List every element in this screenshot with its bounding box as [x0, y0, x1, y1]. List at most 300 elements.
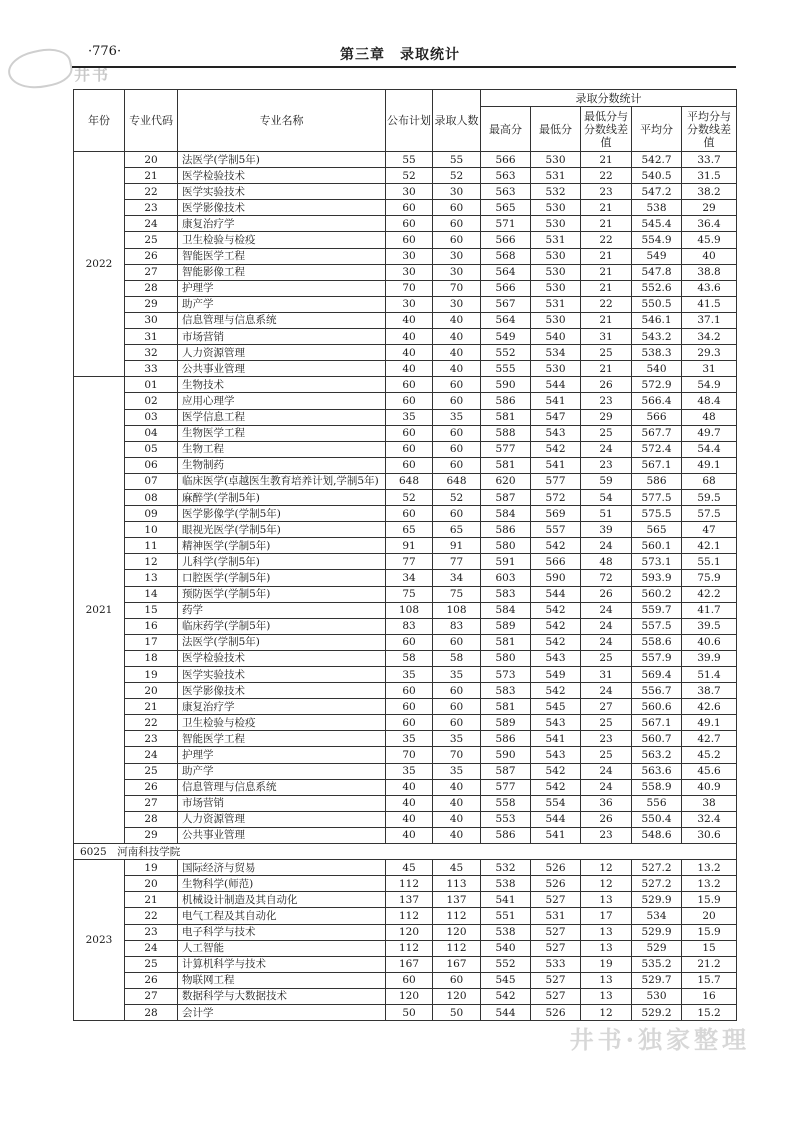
cell-admitted: 60: [433, 634, 481, 650]
cell-code: 24: [125, 940, 178, 956]
cell-name: 电气工程及其自动化: [178, 908, 386, 924]
cell-plan: 40: [386, 811, 433, 827]
year-cell: 2022: [74, 152, 125, 377]
cell-min-diff: 25: [581, 650, 632, 666]
cell-name: 医学信息工程: [178, 409, 386, 425]
table-row: [74, 699, 737, 715]
cell-code: 19: [125, 860, 178, 876]
cell-plan: 137: [386, 892, 433, 908]
school-row: [74, 844, 737, 860]
cell-admitted: 112: [433, 908, 481, 924]
cell-avg: 547.8: [632, 264, 682, 280]
cell-min-diff: 26: [581, 586, 632, 602]
table-row: [74, 280, 737, 296]
cell-min-diff: 23: [581, 731, 632, 747]
cell-admitted: 35: [433, 763, 481, 779]
cell-name: 医学影像学(学制5年): [178, 506, 386, 522]
year-cell: 2021: [74, 377, 125, 844]
cell-admitted: 30: [433, 296, 481, 312]
cell-plan: 60: [386, 715, 433, 731]
cell-max: 583: [481, 683, 531, 699]
cell-avg: 563.6: [632, 763, 682, 779]
cell-avg-diff: 59.5: [682, 489, 737, 505]
table-row: [74, 570, 737, 586]
cell-name: 卫生检验与检疫: [178, 715, 386, 731]
header-code: 专业代码: [125, 90, 178, 152]
cell-min: 590: [531, 570, 581, 586]
cell-max: 544: [481, 1004, 531, 1020]
cell-min-diff: 21: [581, 312, 632, 328]
cell-admitted: 60: [433, 699, 481, 715]
table-row: [74, 602, 737, 618]
cell-avg: 567.1: [632, 715, 682, 731]
cell-max: 555: [481, 361, 531, 377]
table-row: [74, 731, 737, 747]
cell-max: 586: [481, 522, 531, 538]
cell-max: 584: [481, 602, 531, 618]
cell-plan: 112: [386, 908, 433, 924]
cell-avg-diff: 54.4: [682, 441, 737, 457]
cell-admitted: 58: [433, 650, 481, 666]
cell-min: 542: [531, 763, 581, 779]
cell-avg: 545.4: [632, 216, 682, 232]
cell-min-diff: 31: [581, 667, 632, 683]
cell-min-diff: 21: [581, 280, 632, 296]
cell-name: 智能影像工程: [178, 264, 386, 280]
cell-name: 护理学: [178, 280, 386, 296]
cell-admitted: 108: [433, 602, 481, 618]
cell-min-diff: 13: [581, 940, 632, 956]
cell-name: 生物科学(师范): [178, 876, 386, 892]
cell-min: 541: [531, 827, 581, 843]
cell-avg: 540.5: [632, 168, 682, 184]
page-number: ·776·: [88, 44, 122, 59]
cell-admitted: 137: [433, 892, 481, 908]
cell-min-diff: 22: [581, 296, 632, 312]
cell-plan: 58: [386, 650, 433, 666]
cell-min: 569: [531, 506, 581, 522]
cell-admitted: 70: [433, 747, 481, 763]
cell-avg: 542.7: [632, 152, 682, 168]
cell-max: 540: [481, 940, 531, 956]
table-row: [74, 312, 737, 328]
cell-name: 应用心理学: [178, 393, 386, 409]
cell-code: 06: [125, 457, 178, 473]
table-row: [74, 457, 737, 473]
cell-avg: 586: [632, 473, 682, 489]
cell-min: 531: [531, 232, 581, 248]
cell-min-diff: 39: [581, 522, 632, 538]
cell-min: 549: [531, 667, 581, 683]
cell-plan: 167: [386, 956, 433, 972]
cell-name: 人力资源管理: [178, 811, 386, 827]
cell-avg: 573.1: [632, 554, 682, 570]
cell-avg: 546.1: [632, 312, 682, 328]
cell-min: 542: [531, 683, 581, 699]
cell-avg-diff: 41.5: [682, 296, 737, 312]
cell-code: 29: [125, 827, 178, 843]
header-score-group: 录取分数统计: [481, 90, 737, 107]
table-row: [74, 232, 737, 248]
cell-avg-diff: 47: [682, 522, 737, 538]
cell-min-diff: 29: [581, 409, 632, 425]
cell-plan: 40: [386, 361, 433, 377]
cell-max: 538: [481, 876, 531, 892]
cell-avg-diff: 42.7: [682, 731, 737, 747]
cell-code: 02: [125, 393, 178, 409]
cell-min: 533: [531, 956, 581, 972]
cell-admitted: 60: [433, 425, 481, 441]
cell-avg: 572.4: [632, 441, 682, 457]
cell-code: 27: [125, 988, 178, 1004]
cell-avg: 558.6: [632, 634, 682, 650]
cell-code: 19: [125, 667, 178, 683]
cell-avg: 538.3: [632, 345, 682, 361]
cell-admitted: 40: [433, 779, 481, 795]
cell-max: 589: [481, 618, 531, 634]
cell-avg: 550.5: [632, 296, 682, 312]
table-row: [74, 441, 737, 457]
cell-avg-diff: 38: [682, 795, 737, 811]
header-avg-diff: 平均分与分数线差值: [682, 107, 737, 152]
cell-min: 527: [531, 940, 581, 956]
cell-plan: 60: [386, 457, 433, 473]
cell-avg-diff: 30.6: [682, 827, 737, 843]
cell-name: 临床医学(卓越医生教育培养计划,学制5年): [178, 473, 386, 489]
cell-min: 530: [531, 200, 581, 216]
cell-admitted: 40: [433, 329, 481, 345]
cell-max: 532: [481, 860, 531, 876]
cell-avg: 540: [632, 361, 682, 377]
table-row: [74, 683, 737, 699]
cell-plan: 60: [386, 425, 433, 441]
cell-admitted: 50: [433, 1004, 481, 1020]
cell-avg: 529: [632, 940, 682, 956]
cell-min: 542: [531, 779, 581, 795]
cell-avg-diff: 20: [682, 908, 737, 924]
cell-avg: 554.9: [632, 232, 682, 248]
cell-avg: 529.7: [632, 972, 682, 988]
cell-min: 531: [531, 908, 581, 924]
cell-name: 会计学: [178, 1004, 386, 1020]
cell-admitted: 35: [433, 731, 481, 747]
cell-name: 医学检验技术: [178, 168, 386, 184]
cell-avg: 569.4: [632, 667, 682, 683]
cell-avg-diff: 21.2: [682, 956, 737, 972]
cell-name: 精神医学(学制5年): [178, 538, 386, 554]
table-row: [74, 296, 737, 312]
cell-max: 581: [481, 457, 531, 473]
cell-avg: 560.2: [632, 586, 682, 602]
cell-min: 530: [531, 248, 581, 264]
table-row: [74, 216, 737, 232]
cell-name: 护理学: [178, 747, 386, 763]
chapter-title: 第三章 录取统计: [340, 47, 460, 63]
cell-min-diff: 17: [581, 908, 632, 924]
cell-admitted: 35: [433, 409, 481, 425]
cell-admitted: 60: [433, 715, 481, 731]
cell-avg: 535.2: [632, 956, 682, 972]
cell-max: 549: [481, 329, 531, 345]
cell-max: 581: [481, 634, 531, 650]
cell-min-diff: 24: [581, 441, 632, 457]
cell-plan: 60: [386, 232, 433, 248]
cell-plan: 52: [386, 168, 433, 184]
cell-plan: 60: [386, 441, 433, 457]
cell-name: 生物医学工程: [178, 425, 386, 441]
cell-code: 23: [125, 924, 178, 940]
cell-avg-diff: 15.9: [682, 892, 737, 908]
cell-min: 547: [531, 409, 581, 425]
cell-min: 542: [531, 441, 581, 457]
cell-plan: 30: [386, 296, 433, 312]
cell-avg-diff: 49.1: [682, 715, 737, 731]
cell-min-diff: 24: [581, 683, 632, 699]
cell-max: 580: [481, 650, 531, 666]
cell-name: 信息管理与信息系统: [178, 312, 386, 328]
table-row: [74, 763, 737, 779]
cell-admitted: 30: [433, 184, 481, 200]
cell-min: 526: [531, 860, 581, 876]
cell-max: 545: [481, 972, 531, 988]
cell-admitted: 120: [433, 924, 481, 940]
cell-plan: 40: [386, 329, 433, 345]
cell-max: 564: [481, 264, 531, 280]
cell-avg-diff: 13.2: [682, 876, 737, 892]
cell-avg-diff: 38.7: [682, 683, 737, 699]
cell-avg: 538: [632, 200, 682, 216]
cell-admitted: 83: [433, 618, 481, 634]
cell-name: 医学影像技术: [178, 200, 386, 216]
cell-min-diff: 13: [581, 972, 632, 988]
cell-min-diff: 22: [581, 232, 632, 248]
cell-name: 智能医学工程: [178, 248, 386, 264]
cell-min: 541: [531, 393, 581, 409]
cell-avg-diff: 39.5: [682, 618, 737, 634]
cell-plan: 35: [386, 667, 433, 683]
cell-admitted: 60: [433, 972, 481, 988]
table-row: [74, 715, 737, 731]
cell-avg: 567.7: [632, 425, 682, 441]
cell-min-diff: 21: [581, 152, 632, 168]
cell-code: 28: [125, 1004, 178, 1020]
table-row: [74, 747, 737, 763]
cell-admitted: 120: [433, 988, 481, 1004]
cell-min-diff: 26: [581, 377, 632, 393]
cell-avg-diff: 48.4: [682, 393, 737, 409]
cell-min-diff: 21: [581, 216, 632, 232]
cell-min-diff: 21: [581, 248, 632, 264]
cell-admitted: 65: [433, 522, 481, 538]
table-row: [74, 152, 737, 168]
cell-name: 预防医学(学制5年): [178, 586, 386, 602]
cell-avg: 529.9: [632, 924, 682, 940]
cell-min-diff: 24: [581, 618, 632, 634]
cell-plan: 648: [386, 473, 433, 489]
cell-code: 27: [125, 795, 178, 811]
school-name: 6025 河南科技学院: [74, 844, 737, 860]
cell-code: 09: [125, 506, 178, 522]
cell-code: 28: [125, 280, 178, 296]
cell-min: 527: [531, 892, 581, 908]
cell-admitted: 34: [433, 570, 481, 586]
table-row: [74, 827, 737, 843]
cell-min: 557: [531, 522, 581, 538]
cell-code: 25: [125, 232, 178, 248]
cell-code: 25: [125, 763, 178, 779]
cell-plan: 60: [386, 377, 433, 393]
cell-min-diff: 12: [581, 860, 632, 876]
cell-plan: 120: [386, 924, 433, 940]
cell-max: 566: [481, 280, 531, 296]
cell-avg: 550.4: [632, 811, 682, 827]
cell-admitted: 55: [433, 152, 481, 168]
cell-max: 567: [481, 296, 531, 312]
cell-min: 526: [531, 876, 581, 892]
table-body: [74, 152, 737, 1021]
cell-min: 566: [531, 554, 581, 570]
cell-name: 物联网工程: [178, 972, 386, 988]
cell-max: 568: [481, 248, 531, 264]
cell-max: 563: [481, 184, 531, 200]
cell-admitted: 40: [433, 361, 481, 377]
cell-plan: 60: [386, 634, 433, 650]
cell-min-diff: 23: [581, 827, 632, 843]
cell-code: 26: [125, 972, 178, 988]
cell-code: 22: [125, 908, 178, 924]
cell-code: 21: [125, 892, 178, 908]
cell-name: 医学影像技术: [178, 683, 386, 699]
cell-max: 586: [481, 827, 531, 843]
cell-min: 530: [531, 280, 581, 296]
cell-plan: 45: [386, 860, 433, 876]
cell-avg-diff: 49.1: [682, 457, 737, 473]
cell-min: 554: [531, 795, 581, 811]
cell-code: 07: [125, 473, 178, 489]
cell-min-diff: 21: [581, 264, 632, 280]
cell-avg: 565: [632, 522, 682, 538]
cell-min-diff: 23: [581, 393, 632, 409]
cell-code: 18: [125, 650, 178, 666]
table-row: [74, 956, 737, 972]
cell-name: 康复治疗学: [178, 699, 386, 715]
cell-admitted: 60: [433, 216, 481, 232]
cell-plan: 75: [386, 586, 433, 602]
table-row: [74, 924, 737, 940]
cell-avg: 575.5: [632, 506, 682, 522]
cell-avg-diff: 42.1: [682, 538, 737, 554]
cell-avg-diff: 57.5: [682, 506, 737, 522]
cell-max: 563: [481, 168, 531, 184]
cell-avg-diff: 38.8: [682, 264, 737, 280]
cell-max: 581: [481, 409, 531, 425]
cell-avg-diff: 54.9: [682, 377, 737, 393]
cell-code: 12: [125, 554, 178, 570]
cell-avg-diff: 40.6: [682, 634, 737, 650]
cell-min: 544: [531, 377, 581, 393]
cell-min-diff: 54: [581, 489, 632, 505]
cell-max: 584: [481, 506, 531, 522]
cell-avg-diff: 38.2: [682, 184, 737, 200]
cell-avg-diff: 41.7: [682, 602, 737, 618]
cell-avg-diff: 13.2: [682, 860, 737, 876]
table-row: [74, 184, 737, 200]
cell-plan: 40: [386, 827, 433, 843]
cell-code: 13: [125, 570, 178, 586]
cell-code: 30: [125, 312, 178, 328]
cell-admitted: 113: [433, 876, 481, 892]
cell-min: 572: [531, 489, 581, 505]
cell-avg-diff: 32.4: [682, 811, 737, 827]
cell-admitted: 60: [433, 506, 481, 522]
cell-min: 542: [531, 618, 581, 634]
cell-max: 564: [481, 312, 531, 328]
cell-max: 580: [481, 538, 531, 554]
cell-plan: 30: [386, 264, 433, 280]
cell-plan: 65: [386, 522, 433, 538]
cell-code: 01: [125, 377, 178, 393]
cell-min: 543: [531, 715, 581, 731]
logo-text: 井书: [74, 65, 111, 84]
cell-code: 29: [125, 296, 178, 312]
cell-avg-diff: 15.7: [682, 972, 737, 988]
table-row: [74, 264, 737, 280]
cell-plan: 83: [386, 618, 433, 634]
watermark: 井书·独家整理: [569, 1025, 750, 1054]
cell-code: 22: [125, 184, 178, 200]
cell-max: 583: [481, 586, 531, 602]
cell-avg: 593.9: [632, 570, 682, 586]
cell-max: 542: [481, 988, 531, 1004]
cell-min-diff: 24: [581, 763, 632, 779]
cell-code: 21: [125, 699, 178, 715]
cell-min-diff: 26: [581, 811, 632, 827]
cell-max: 586: [481, 731, 531, 747]
cell-code: 17: [125, 634, 178, 650]
table-row: [74, 1004, 737, 1020]
table-row: [74, 361, 737, 377]
cell-plan: 60: [386, 216, 433, 232]
header-admitted: 录取人数: [433, 90, 481, 152]
cell-min: 543: [531, 747, 581, 763]
table-row: [74, 634, 737, 650]
cell-avg: 566: [632, 409, 682, 425]
cell-avg-diff: 40: [682, 248, 737, 264]
cell-avg-diff: 15: [682, 940, 737, 956]
cell-min: 532: [531, 184, 581, 200]
cell-avg: 572.9: [632, 377, 682, 393]
cell-name: 口腔医学(学制5年): [178, 570, 386, 586]
cell-admitted: 60: [433, 200, 481, 216]
cell-avg: 534: [632, 908, 682, 924]
cell-name: 数据科学与大数据技术: [178, 988, 386, 1004]
cell-min-diff: 24: [581, 602, 632, 618]
cell-code: 31: [125, 329, 178, 345]
cell-admitted: 167: [433, 956, 481, 972]
cell-min-diff: 12: [581, 1004, 632, 1020]
cell-code: 21: [125, 168, 178, 184]
cell-min: 530: [531, 216, 581, 232]
cell-plan: 34: [386, 570, 433, 586]
cell-min: 530: [531, 152, 581, 168]
cell-min-diff: 13: [581, 924, 632, 940]
admission-stats-table: [73, 89, 737, 1021]
table-row: [74, 506, 737, 522]
cell-admitted: 30: [433, 248, 481, 264]
cell-avg-diff: 34.2: [682, 329, 737, 345]
cell-name: 智能医学工程: [178, 731, 386, 747]
cell-min: 530: [531, 312, 581, 328]
